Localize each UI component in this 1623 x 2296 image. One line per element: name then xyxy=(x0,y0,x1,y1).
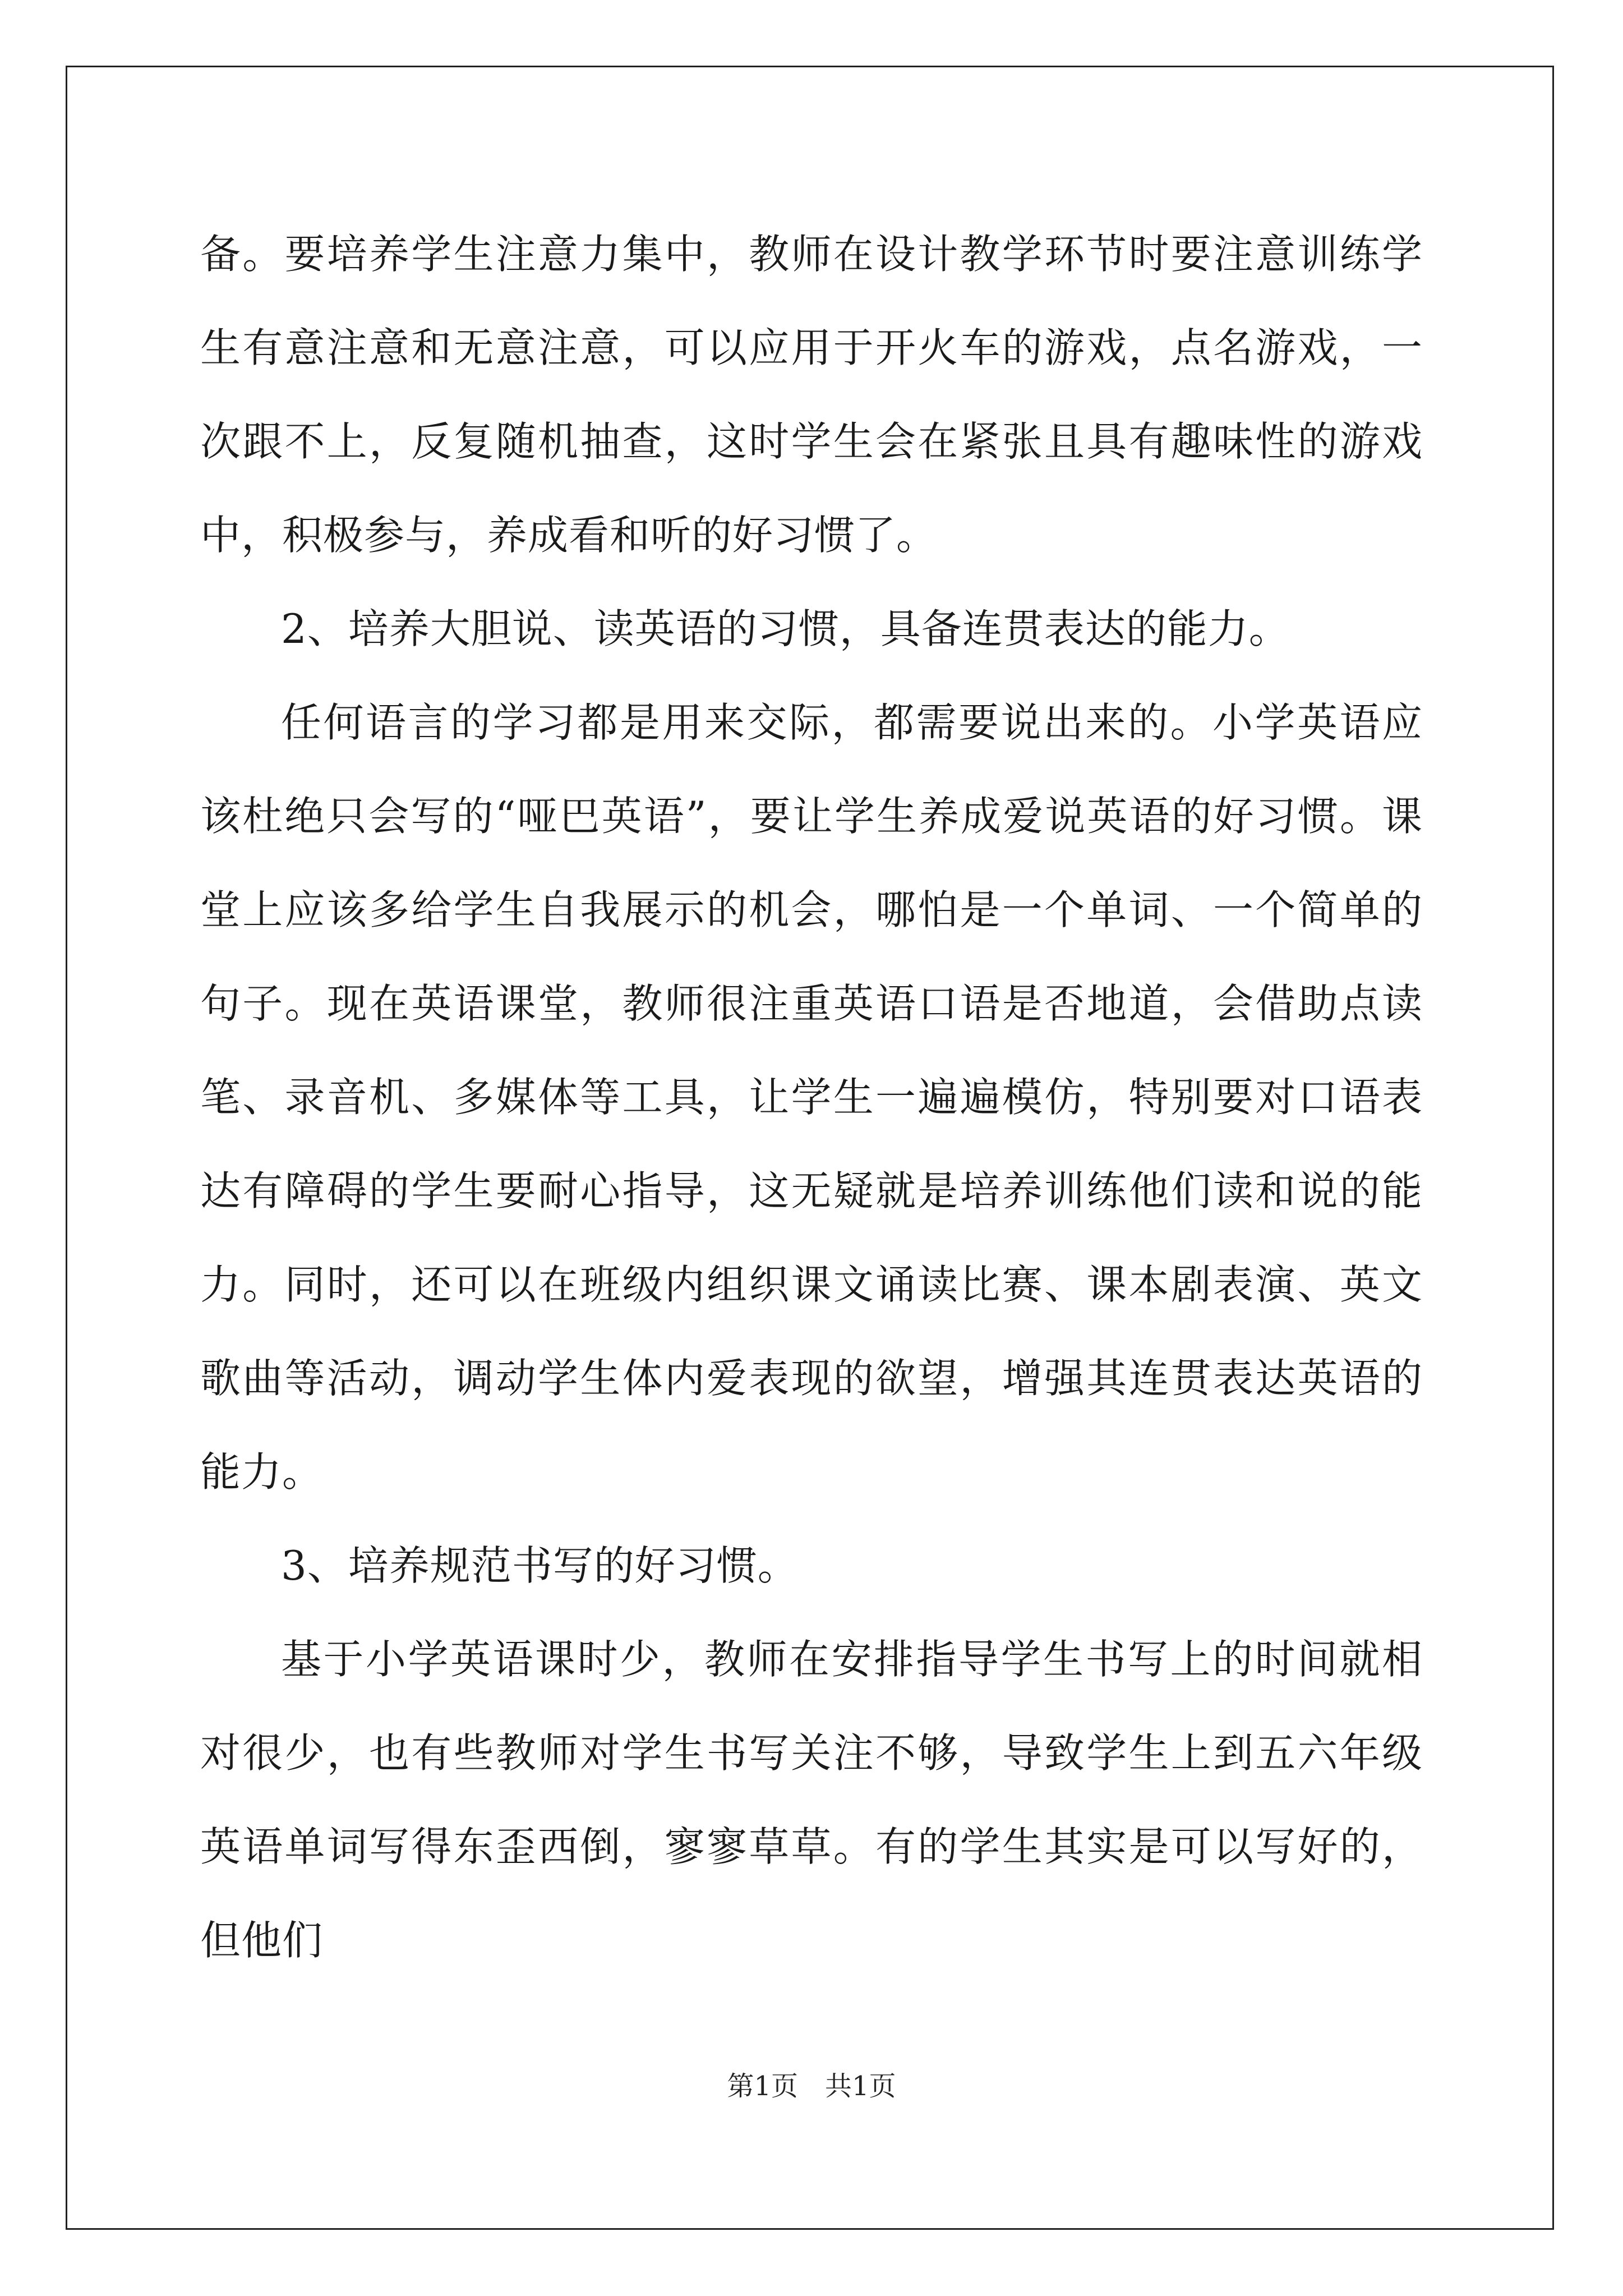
document-body xyxy=(200,208,1423,1987)
paragraph-continuation: 备。要培养学生注意力集中，教师在设计教学环节时要注意训练学生有意注意和无意注意，可以应用于开火车的游戏，点名游戏，一次跟不上，反复随机抽查，这时学生会在紧张且具有趣味性的游戏中，积极参与，养成看和听的好习惯了。 xyxy=(200,231,1423,559)
section-heading-3: 3、培养规范书写的好习惯。 xyxy=(281,1542,799,1589)
paragraph-writing-habit: 基于小学英语课时少，教师在安排指导学生书写上的时间就相对很少，也有些教师对学生书写关注不够，导致学生上到五六年级英语单词写得东歪西倒，寥寥草草。有的学生其实是可以写好的，但他们 xyxy=(200,1636,1423,1964)
page-footer: 第1页 共1页 xyxy=(727,2070,896,2102)
paragraph-speaking-habit: 任何语言的学习都是用来交际，都需要说出来的。小学英语应该杜绝只会写的“哑巴英语”，要让学生养成爱说英语的好习惯。课堂上应该多给学生自我展示的机会，哪怕是一个单词、一个简单的句子。现在英语课堂，教师很注重英语口语是否地道，会借助点读笔、录音机、多媒体等工具，让学生一遍遍模仿，特别要对口语表达有障碍的学生要耐心指导，这无疑就是培养训练他们读和说的能力。同时，还可以在班级内组织课文诵读比赛、课本剧表演、英文歌曲等活动，调动学生体内爱表现的欲望，增强其连贯表达英语的能力。 xyxy=(200,699,1423,1496)
section-heading-2: 2、培养大胆说、读英语的习惯，具备连贯表达的能力。 xyxy=(281,605,1290,652)
